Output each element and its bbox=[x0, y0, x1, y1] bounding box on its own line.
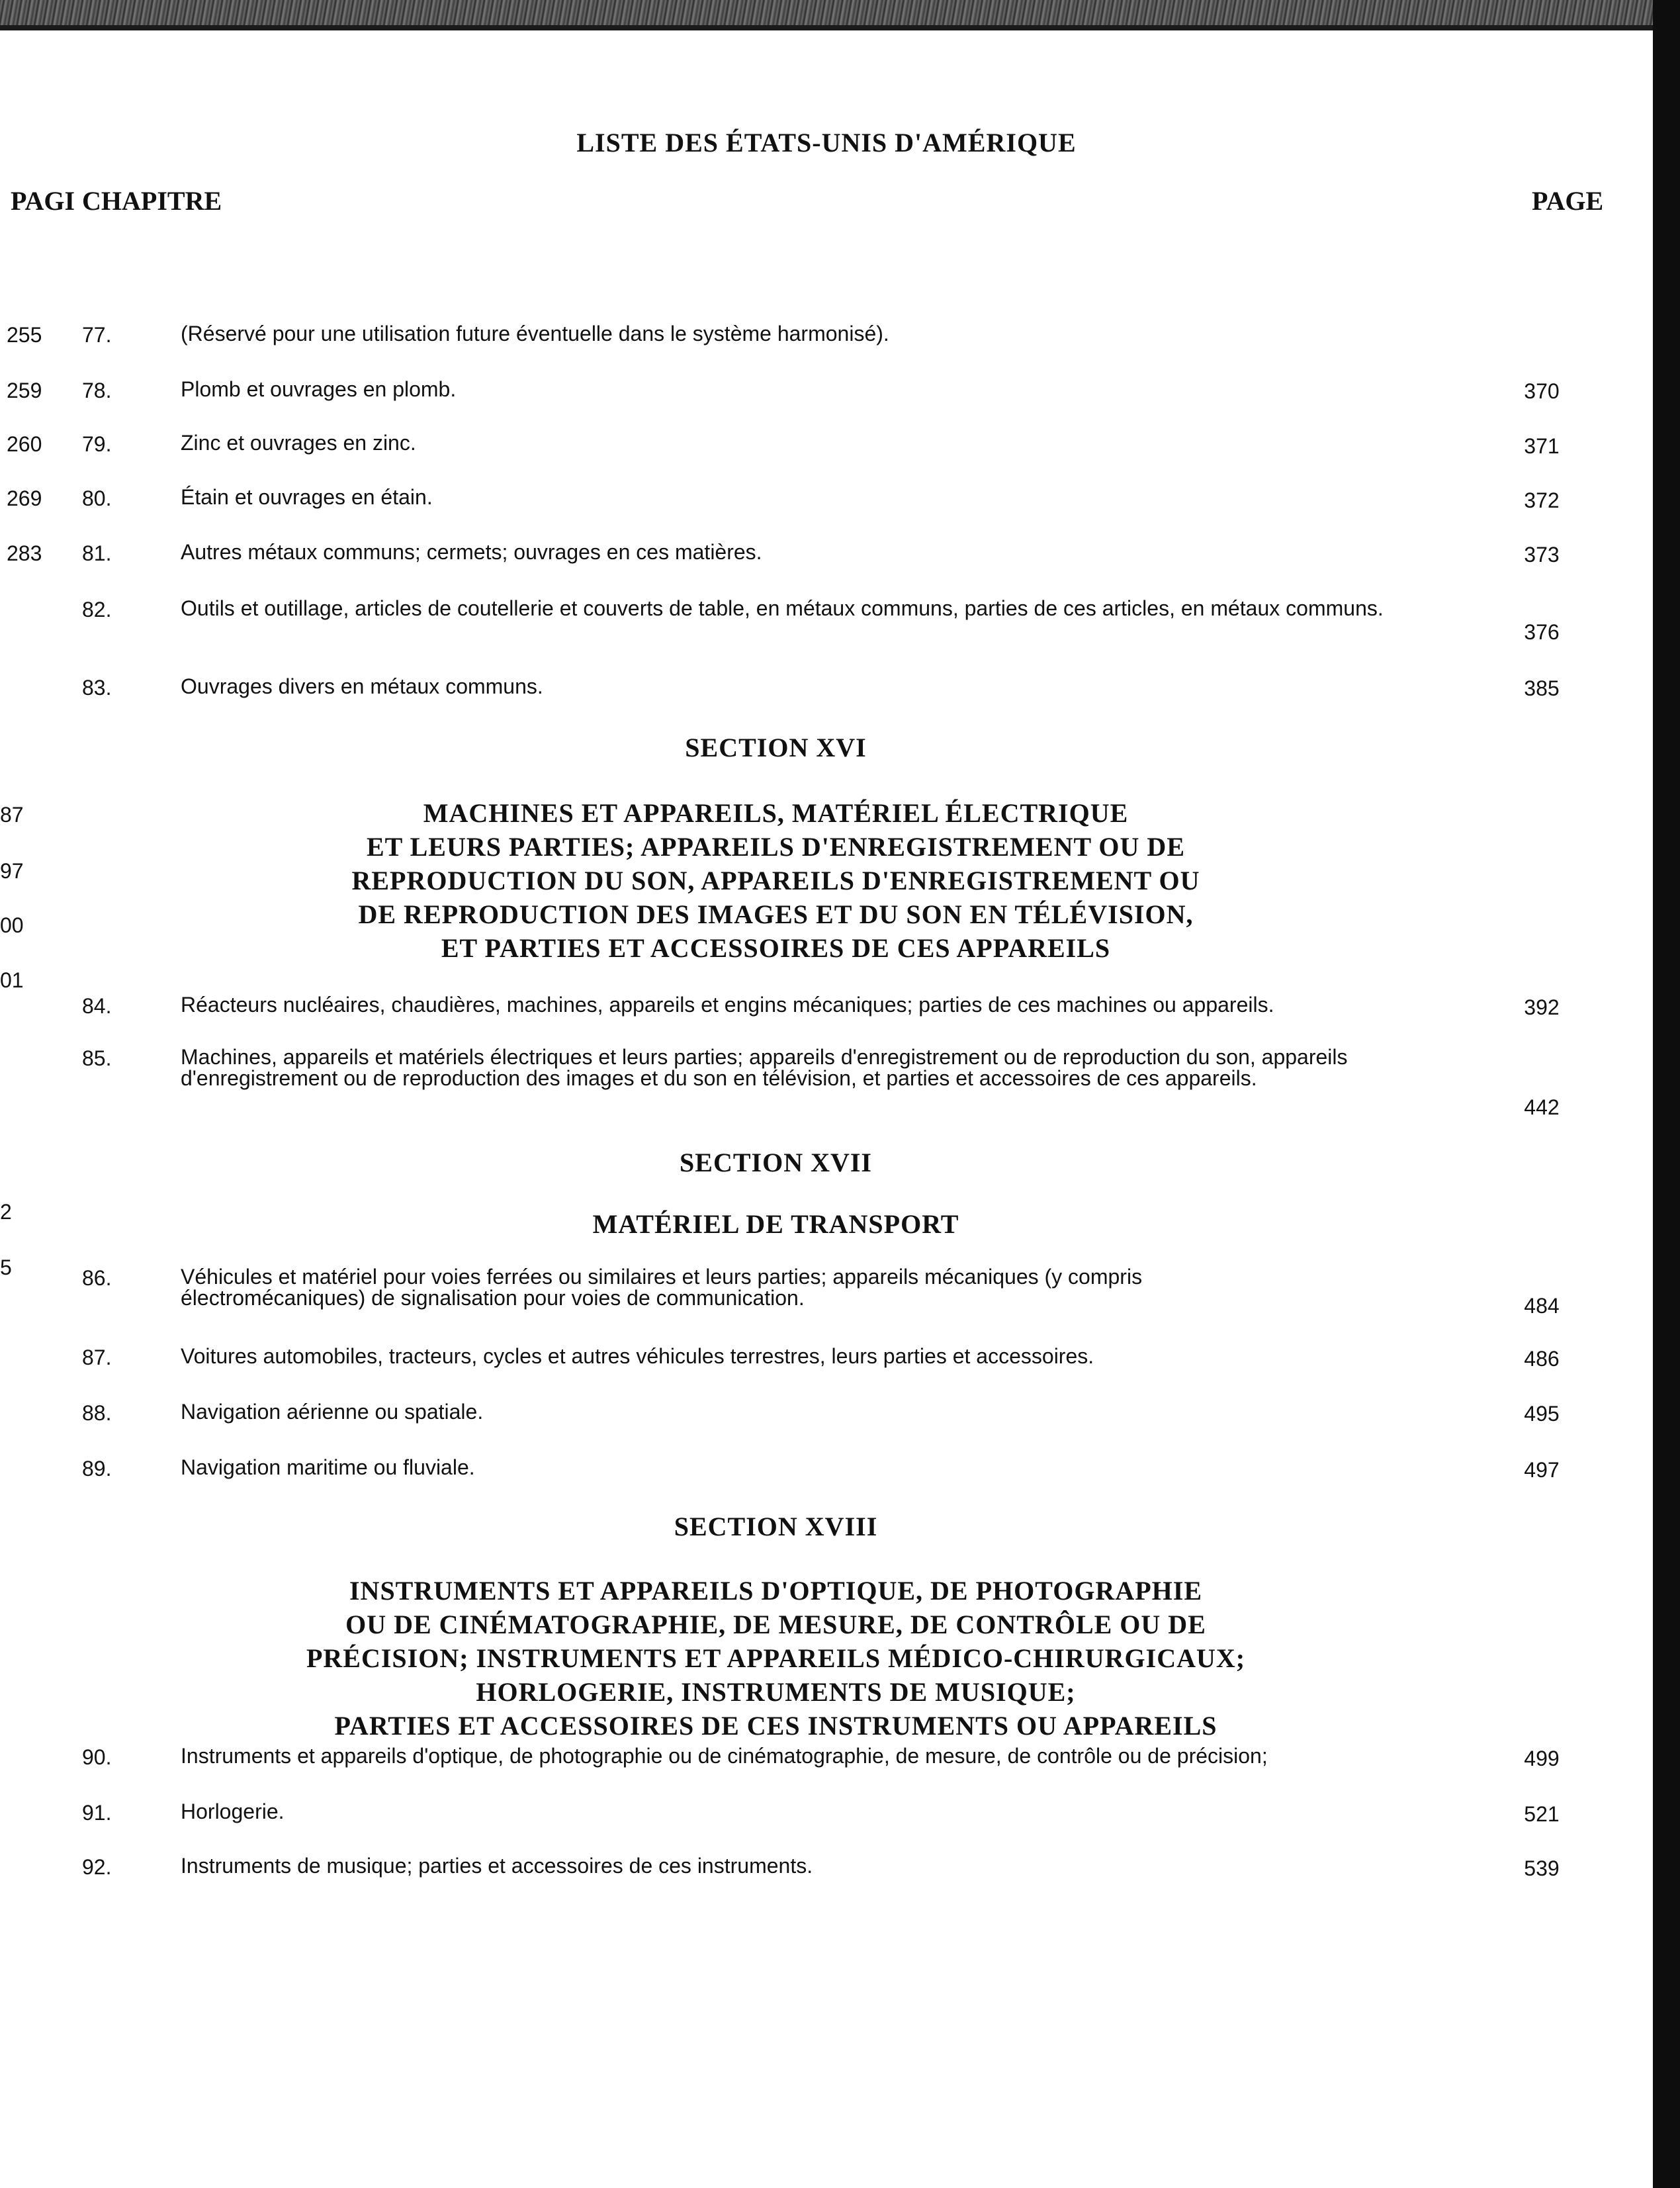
chapter-description: Véhicules et matériel pour voies ferrées ou similaires et leurs parties; appareils mécaniques (y compris électromécaniques) de signalisation pour voies de communication. bbox=[181, 1265, 1143, 1310]
chapter-description: Navigation maritime ou fluviale. bbox=[181, 1455, 475, 1479]
chapter-page: 539 bbox=[1524, 1856, 1560, 1880]
chapter-description: Horlogerie. bbox=[181, 1800, 285, 1823]
chapter-number: 88. bbox=[82, 1401, 112, 1425]
page-title: LISTE DES ÉTATS-UNIS D'AMÉRIQUE bbox=[576, 128, 1077, 158]
chapter-number: 91. bbox=[82, 1801, 112, 1825]
chapter-description: Plomb et ouvrages en plomb. bbox=[181, 377, 457, 401]
chapter-description: Machines, appareils et matériels électriques et leurs parties; appareils d'enregistrement ou de reproduction du son, appareils d'enregistrement ou de reproduction des images et du son en télévision, et parties et accessoires de ces appareils. bbox=[181, 1045, 1348, 1090]
chapter-description: Zinc et ouvrages en zinc. bbox=[181, 431, 416, 455]
chapter-number: 82. bbox=[82, 598, 112, 621]
section-heading bbox=[0, 1574, 1552, 1743]
section-heading-line: INSTRUMENTS ET APPAREILS D'OPTIQUE, DE PHOTOGRAPHIE bbox=[349, 1576, 1202, 1606]
chapter-description: Réacteurs nucléaires, chaudières, machines, appareils et engins mécaniques; parties de ces machines ou appareils. bbox=[181, 993, 1274, 1017]
section-heading-line: ET LEURS PARTIES; APPAREILS D'ENREGISTREMENT OU DE bbox=[366, 832, 1185, 862]
chapter-number: 78. bbox=[82, 379, 112, 402]
section-heading-line: DE REPRODUCTION DES IMAGES ET DU SON EN TÉLÉVISION, bbox=[358, 899, 1194, 929]
column-header-right-page: PAGE bbox=[1532, 186, 1604, 216]
left-margin-number: 259 bbox=[7, 379, 42, 402]
left-margin-fragment: 2 bbox=[0, 1200, 12, 1224]
chapter-page: 486 bbox=[1524, 1347, 1560, 1371]
chapter-page: 442 bbox=[1524, 1095, 1560, 1119]
chapter-description: Outils et outillage, articles de coutellerie et couverts de table, en métaux communs, parties de ces articles, en métaux communs. bbox=[181, 596, 1384, 620]
section-heading-line: PRÉCISION; INSTRUMENTS ET APPAREILS MÉDICO-CHIRURGICAUX; bbox=[306, 1643, 1246, 1673]
scan-border-top bbox=[0, 0, 1680, 30]
section-heading-line: MACHINES ET APPAREILS, MATÉRIEL ÉLECTRIQUE bbox=[423, 798, 1129, 828]
chapter-number: 87. bbox=[82, 1345, 112, 1369]
scan-border-right bbox=[1653, 0, 1680, 2188]
section-label: SECTION XVIII bbox=[674, 1512, 878, 1541]
chapter-description: Navigation aérienne ou spatiale. bbox=[181, 1400, 484, 1424]
chapter-page: 371 bbox=[1524, 434, 1560, 458]
chapter-number: 89. bbox=[82, 1457, 112, 1481]
chapter-page: 370 bbox=[1524, 379, 1560, 403]
chapter-description: Ouvrages divers en métaux communs. bbox=[181, 674, 543, 698]
chapter-number: 77. bbox=[82, 323, 112, 347]
chapter-page: 484 bbox=[1524, 1294, 1560, 1318]
section-heading-line: HORLOGERIE, INSTRUMENTS DE MUSIQUE; bbox=[476, 1677, 1076, 1707]
chapter-description: Autres métaux communs; cermets; ouvrages en ces matières. bbox=[181, 540, 762, 564]
left-margin-number: 283 bbox=[7, 541, 42, 565]
section-heading-line: ET PARTIES ET ACCESSOIRES DE CES APPAREILS bbox=[441, 933, 1111, 963]
section-heading bbox=[0, 1207, 1552, 1241]
chapter-description: Instruments de musique; parties et accessoires de ces instruments. bbox=[181, 1854, 813, 1878]
chapter-number: 86. bbox=[82, 1266, 112, 1290]
left-margin-number: 269 bbox=[7, 486, 42, 510]
chapter-page: 372 bbox=[1524, 488, 1560, 512]
section-heading bbox=[0, 796, 1552, 965]
left-margin-fragment: 01 bbox=[0, 968, 24, 992]
column-header-left-page: PAGI bbox=[11, 186, 75, 216]
chapter-page: 495 bbox=[1524, 1402, 1560, 1426]
chapter-number: 79. bbox=[82, 432, 112, 456]
section-heading-line: REPRODUCTION DU SON, APPAREILS D'ENREGISTREMENT OU bbox=[351, 866, 1200, 895]
section-heading-line: PARTIES ET ACCESSOIRES DE CES INSTRUMENTS OU APPAREILS bbox=[334, 1711, 1217, 1741]
chapter-page: 497 bbox=[1524, 1458, 1560, 1482]
left-margin-fragment: 00 bbox=[0, 913, 24, 937]
section-label: SECTION XVI bbox=[685, 733, 867, 762]
chapter-number: 80. bbox=[82, 486, 112, 510]
chapter-page: 521 bbox=[1524, 1802, 1560, 1826]
chapter-description: Étain et ouvrages en étain. bbox=[181, 485, 433, 509]
chapter-number: 92. bbox=[82, 1855, 112, 1879]
section-heading-line: OU DE CINÉMATOGRAPHIE, DE MESURE, DE CONTRÔLE OU DE bbox=[345, 1610, 1206, 1639]
chapter-number: 90. bbox=[82, 1745, 112, 1769]
left-margin-fragment: 5 bbox=[0, 1255, 12, 1279]
left-margin-number: 260 bbox=[7, 432, 42, 456]
chapter-page: 373 bbox=[1524, 543, 1560, 567]
chapter-number: 85. bbox=[82, 1046, 112, 1070]
chapter-page: 392 bbox=[1524, 995, 1560, 1019]
chapter-page: 499 bbox=[1524, 1747, 1560, 1770]
chapter-page: 376 bbox=[1524, 620, 1560, 644]
section-heading-line: MATÉRIEL DE TRANSPORT bbox=[592, 1209, 959, 1239]
left-margin-fragment: 87 bbox=[0, 803, 24, 827]
chapter-number: 83. bbox=[82, 676, 112, 700]
chapter-number: 81. bbox=[82, 541, 112, 565]
chapter-description: (Réservé pour une utilisation future éventuelle dans le système harmonisé). bbox=[181, 322, 889, 345]
chapter-description: Instruments et appareils d'optique, de photographie ou de cinématographie, de mesure, de contrôle ou de précision; bbox=[181, 1744, 1268, 1768]
column-header-chapter: CHAPITRE bbox=[82, 186, 222, 216]
chapter-number: 84. bbox=[82, 994, 112, 1018]
section-label: SECTION XVII bbox=[680, 1148, 872, 1177]
left-margin-number: 255 bbox=[7, 323, 42, 347]
left-margin-fragment: 97 bbox=[0, 859, 24, 883]
chapter-page: 385 bbox=[1524, 676, 1560, 700]
chapter-description: Voitures automobiles, tracteurs, cycles et autres véhicules terrestres, leurs parties et accessoires. bbox=[181, 1344, 1094, 1368]
